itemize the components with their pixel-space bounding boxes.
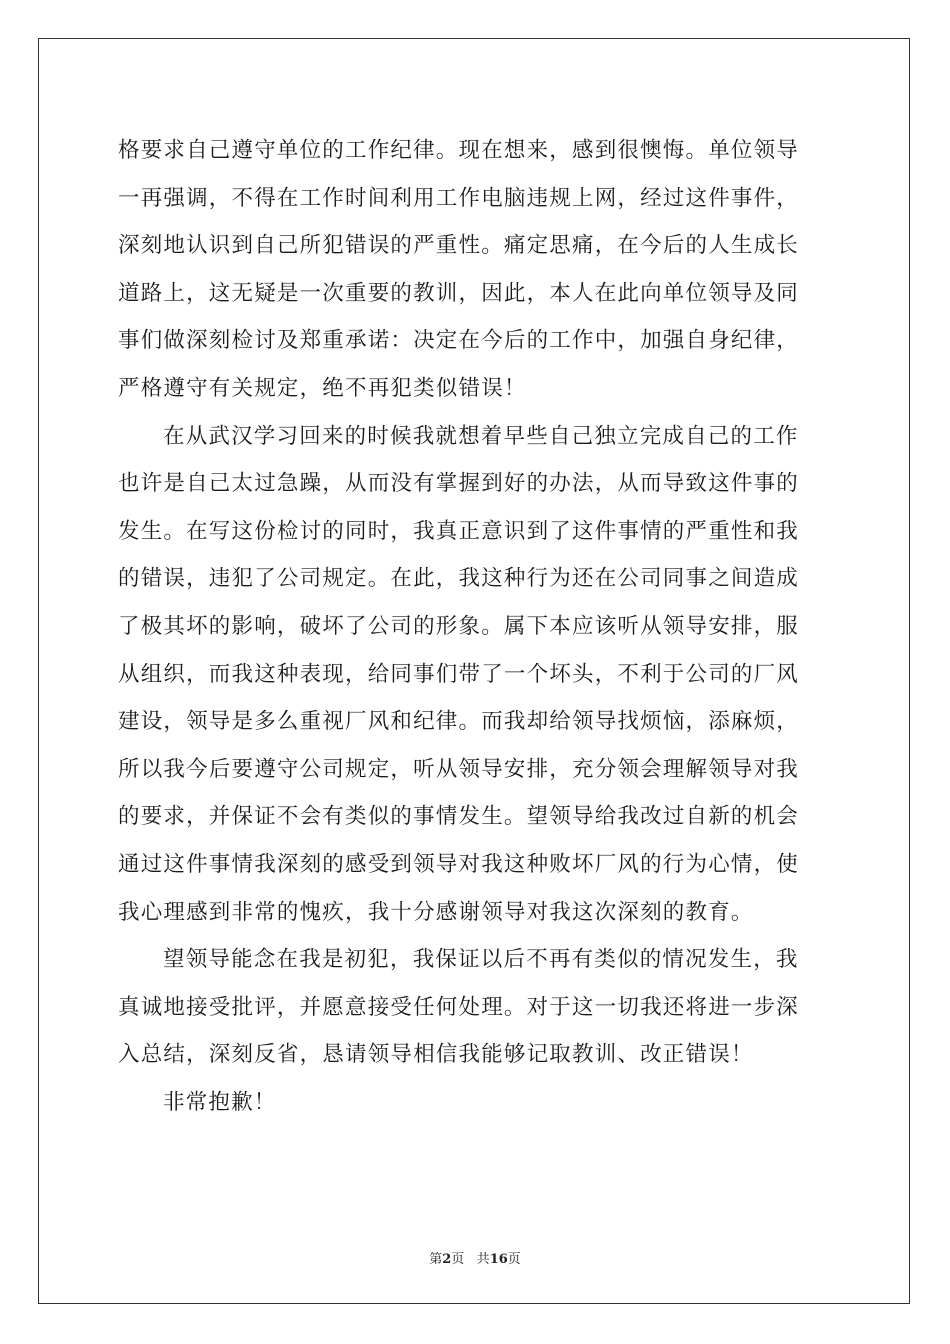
text-line: 真诚地接受批评，并愿意接受任何处理。对于这一切我还将进一步深 — [118, 994, 800, 1020]
text-line: 的要求，并保证不会有类似的事情发生。望领导给我改过自新的机会 — [118, 804, 800, 830]
text-line: 发生。在写这份检讨的同时，我真正意识到了这件事情的严重性和我 — [118, 518, 800, 544]
text-line: 严格遵守有关规定，绝不再犯类似错误！ — [118, 375, 527, 401]
text-line: 入总结，深刻反省，恳请领导相信我能够记取教训、改正错误！ — [118, 1042, 754, 1068]
text-line: 从组织，而我这种表现，给同事们带了一个坏头，不利于公司的厂风 — [118, 661, 800, 687]
total-prefix: 共 — [476, 1252, 490, 1267]
text-line: 格要求自己遵守单位的工作纪律。现在想来，感到很懊悔。单位领导 — [118, 138, 800, 163]
text-line: 建设，领导是多么重视厂风和纪律。而我却给领导找烦恼，添麻烦， — [118, 709, 800, 735]
text-line: 深刻地认识到自己所犯错误的严重性。痛定思痛，在今后的人生成长 — [118, 233, 800, 259]
page-suffix: 页 — [451, 1252, 465, 1267]
text-line: 事们做深刻检讨及郑重承诺：决定在今后的工作中，加强自身纪律， — [118, 328, 800, 354]
text-line: 的错误，违犯了公司规定。在此，我这种行为还在公司同事之间造成 — [118, 566, 800, 592]
closing-line: 非常抱歉！ — [163, 1089, 277, 1115]
paragraph-first-line: 在从武汉学习回来的时候我就想着早些自己独立完成自己的工作 — [163, 423, 799, 449]
text-line: 所以我今后要遵守公司规定，听从领导安排，充分领会理解领导对我 — [118, 756, 800, 782]
document-body — [118, 127, 834, 1126]
page-current: 2 — [442, 1252, 452, 1267]
paragraph-first-line: 望领导能念在我是初犯，我保证以后不再有类似的情况发生，我 — [163, 947, 799, 973]
text-line: 一再强调，不得在工作时间利用工作电脑违规上网，经过这件事件， — [118, 185, 800, 211]
text-line: 也许是自己太过急躁，从而没有掌握到好的办法，从而导致这件事的 — [118, 471, 800, 497]
page-prefix: 第 — [429, 1252, 443, 1267]
text-line: 通过这件事情我深刻的感受到领导对我这种败坏厂风的行为心情，使 — [118, 851, 800, 877]
text-line: 了极其坏的影响，破坏了公司的形象。属下本应该听从领导安排，服 — [118, 613, 800, 639]
total-suffix: 页 — [507, 1252, 521, 1267]
text-line: 我心理感到非常的愧疚，我十分感谢领导对我这次深刻的教育。 — [118, 899, 754, 925]
page-footer — [0, 1248, 950, 1267]
text-line: 道路上，这无疑是一次重要的教训，因此，本人在此向单位领导及同 — [118, 280, 800, 306]
page-total: 16 — [489, 1252, 508, 1267]
